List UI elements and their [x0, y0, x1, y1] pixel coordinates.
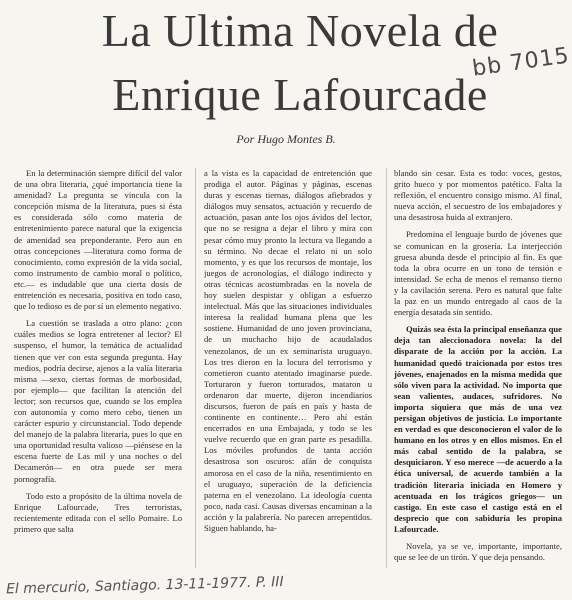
- paragraph: Todo esto a propósito de la última novela de Enrique Lafourcade, Tres terroristas, recientemente editada con el sello Pomaire. Lo primero que salta: [14, 490, 182, 534]
- paragraph: Quizás sea ésta la principal enseñanza que deja tan aleccionadora novela: la del disparate de la acción por la acción. La humanidad quedó traicionada por estos tres jóvenes, enajenados en la misma medida que sólo viven para la actividad. No importa que sean valientes, audaces, sufridores. No importa siquiera que más de una vez persigan objetivos de justicia. Lo importante en verdad es que desconocieron el valor de lo humano en los otros y en ellos mismos. En el más cabal sentido de la palabra, se desquiciaron. Y eso merece —de acuerdo a la ética universal, de acuerdo también a la tradición literaria iniciada en Homero y acentuada en los trágicos griegos— un castigo. En este caso el castigo está en el desprecio que con sabiduría les propina Lafourcade.: [394, 324, 562, 534]
- paragraph: blando sin cesar. Esta es todo: voces, gestos, grito hueco y por momentos patético. Falta la reflexión, el encuentro consigo mismo. Al final, nueva acción, el secuestro de los embajadores y una desastrosa huida al extranjero.: [394, 168, 562, 223]
- handwritten-source-note: El mercurio, Santiago. 13-11-1977. P. III: [5, 574, 284, 598]
- reference-stamp: bb 7015: [470, 43, 572, 82]
- article-title-line-2: Enrique Lafourcade: [112, 69, 488, 120]
- paragraph: La cuestión se traslada a otro plano: ¿con cuáles medios se logra entretener al lector? El suspenso, el humor, la temática de actualidad tienen que ver con esta segunda pregunta. Hay medios, podría decirse, ajenos a la valía literaria misma —sexo, ciertas formas de morbosidad, por ejemplo— que facilitan la atención del lector; son recursos que, cuando se los emplea con autonomía y como mero cebo, tienen un carácter espurio y circunstancial. Todo depende del manejo de la palabra literaria, pues lo que en una oportunidad resulta valioso —piénsese en la escena fuerte de Las mil y una noches o del Decamerón— en otra puede ser mera pornografía.: [14, 318, 182, 484]
- paragraph: Predomina el lenguaje burdo de jóvenes que se comunican en la grosería. La interjección gruesa abunda desde el principio al fin. Es que toda la obra ocurre en un tono de tensión e intensidad. Se echa de menos el remanso tierno y la cavilación serena. Pero es natural que falte la paz en un mundo entregado al caos de la energía desatada sin sentido.: [394, 229, 562, 318]
- article-column-1: [14, 168, 182, 570]
- article-byline: Por Hugo Montes B.: [236, 132, 336, 146]
- paragraph: Novela, ya se ve, importante, importante, que se lee de un tirón. Y que deja pensando.: [394, 541, 562, 563]
- paragraph: En la determinación siempre difícil del valor de una obra literaria, ¿qué importancia tiene la amenidad? La pregunta se vincula con la concepción misma de la literatura, pues si ésta es considerada sólo como materia de entretenimiento parece natural que la exigencia de amenidad sea preponderante. Pero aun en otras concepciones —literatura como forma de conocimiento, como expresión de la vida social, como instrumento de cambio moral o político, etc.— es indudable que una cierta dosis de entretención es necesaria, positiva en todo caso, que lo tedioso es de por sí un elemento negativo.: [14, 168, 182, 312]
- paragraph: a la vista es la capacidad de entretención que prodiga el autor. Páginas y páginas, escenas duras y escenas tiernas, diálogos afiebrados y diálogos muy sensatos, actuación y recuerdo de actuación, pasan ante los ojos ávidos del lector, que no se resigna a dejar el libro y mira con pesar cómo muy pronto la lectura va llegando a su término. No decae el relato ni un solo momento, y es que los recursos de montaje, los juegos de acronologías, el diálogo indirecto y otras técnicas acostumbradas en la novela de hoy suelen despistar y obligan a esfuerzo intelectual. Más que las situaciones individuales interesa la realidad humana plena que les sostiene. Humanidad de uno joven provinciana, de un muchacho hijo de acaudalados venezolanos, de un ex seminarista uruguayo. Los tres dieron en la locura del terrorismo y cometieron cuanto atentado imaginarse puede. Torturaron y fueron torturados, mataron u ordenaron dar muerte, dijeron incendiarios discursos, fueron de país en país y hasta de continente en continente… Pero ahí están encerrados en una Embajada, y todo se les vuelve recuerdo que en gran parte es pesadilla. Los móviles profundos de tanta acción desastrosa son oscuros: afán de conquista amorosa en el caso de la niña, resentimiento en el uruguayo, superación de la deficiencia paterna en el venezolano. La ideología cuenta poco, nada casi. Causas diversas encaminan a la acción y la palabrería. No parecen arrepentidos. Siguen hablando, ha-: [204, 168, 372, 533]
- article-title-line-1: La Ultima Novela de: [101, 5, 499, 56]
- article-body: [14, 168, 562, 570]
- article-column-3: [394, 168, 562, 570]
- article-column-2: [204, 168, 372, 570]
